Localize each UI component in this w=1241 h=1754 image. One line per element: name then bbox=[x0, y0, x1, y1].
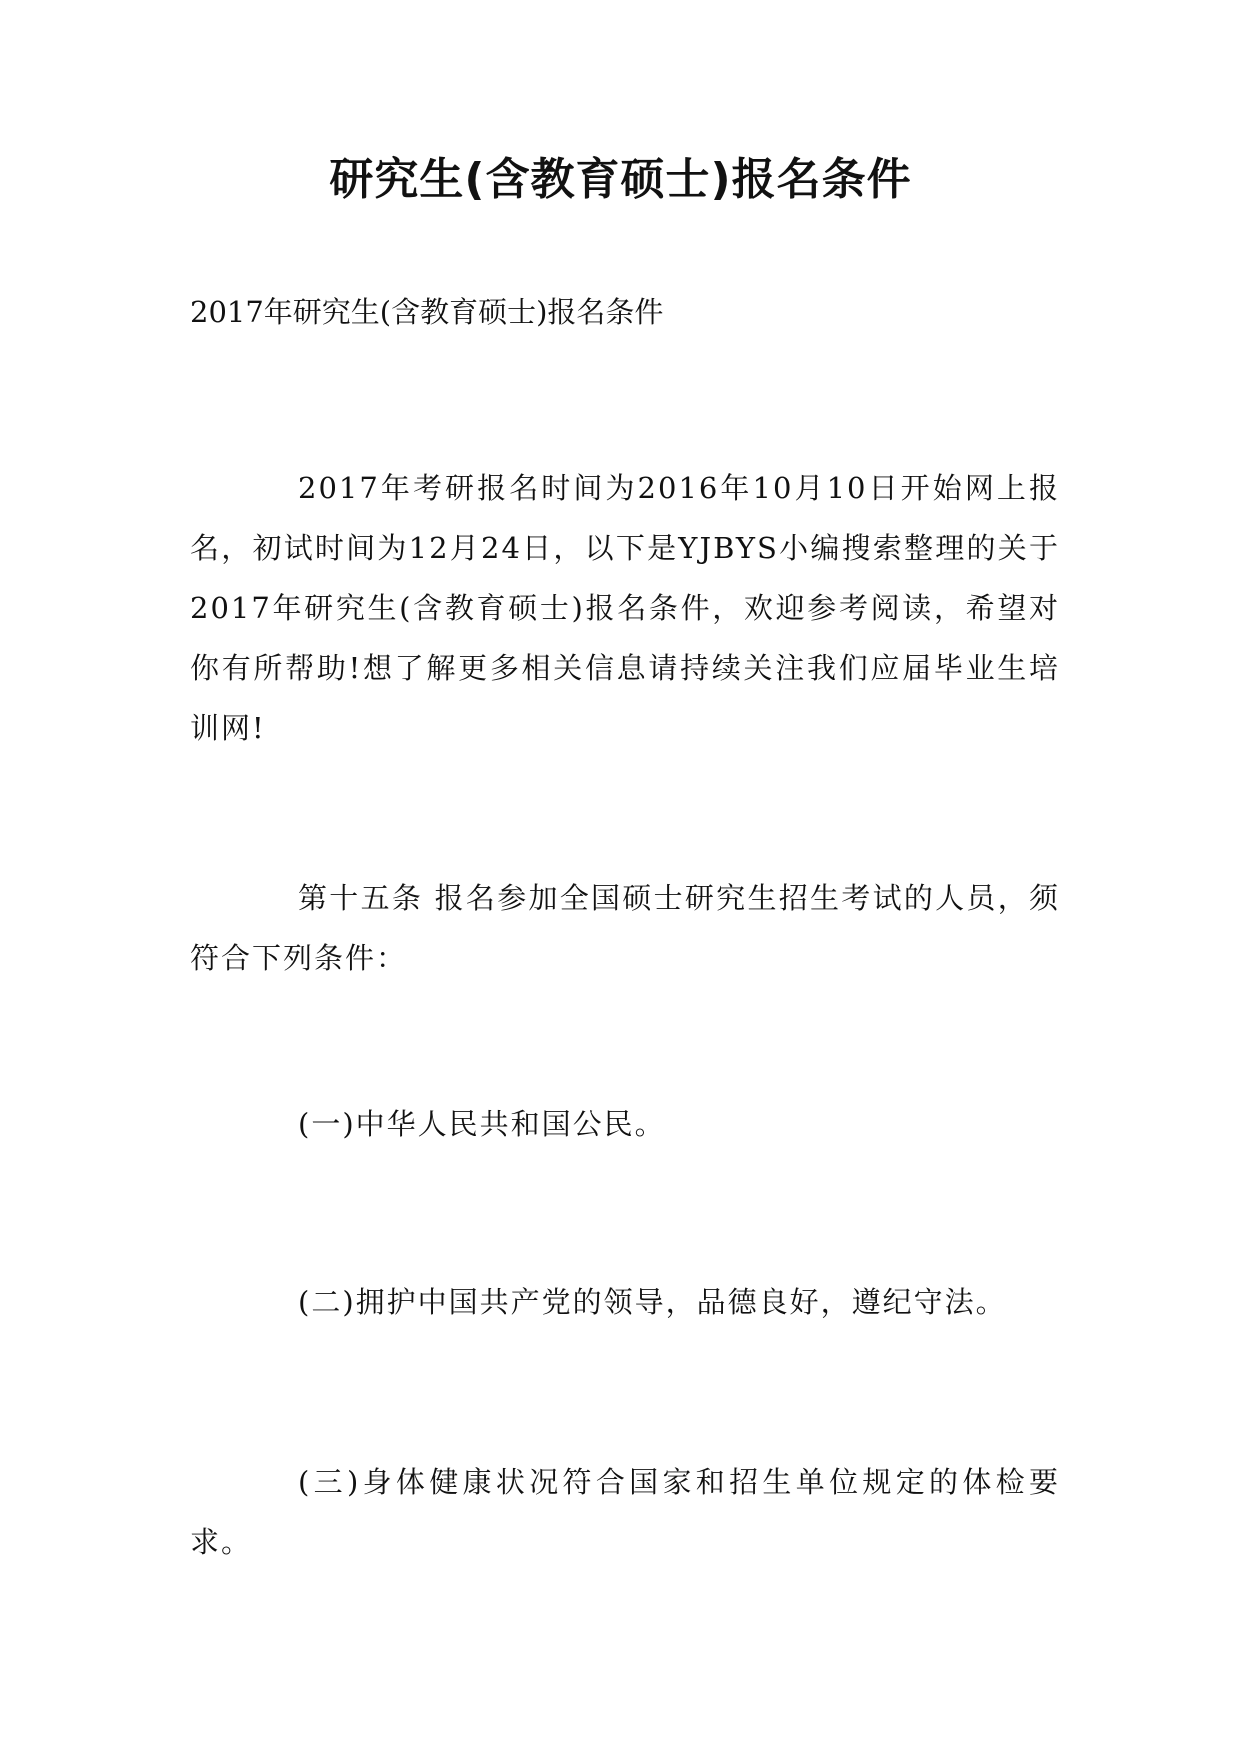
article-paragraph: 第十五条 报名参加全国硕士研究生招生考试的人员，须符合下列条件： bbox=[190, 881, 1060, 975]
condition-item-2: (二)拥护中国共产党的领导，品德良好，遵纪守法。 bbox=[298, 1285, 1007, 1319]
condition-item-3: (三)身体健康状况符合国家和招生单位规定的体检要求。 bbox=[190, 1465, 1060, 1559]
intro-paragraph: 2017年考研报名时间为2016年10月10日开始网上报名，初试时间为12月24日，以下是YJBYS小编搜索整理的关于2017年研究生(含教育硕士)报名条件，欢迎参考阅读，希望对你有所帮助!想了解更多相关信息请持续关注我们应届毕业生培训网! bbox=[190, 471, 1060, 745]
document-title: 研究生(含教育硕士)报名条件 bbox=[329, 154, 912, 205]
document-subtitle: 2017年研究生(含教育硕士)报名条件 bbox=[190, 295, 664, 329]
condition-item-1: (一)中华人民共和国公民。 bbox=[298, 1107, 666, 1141]
